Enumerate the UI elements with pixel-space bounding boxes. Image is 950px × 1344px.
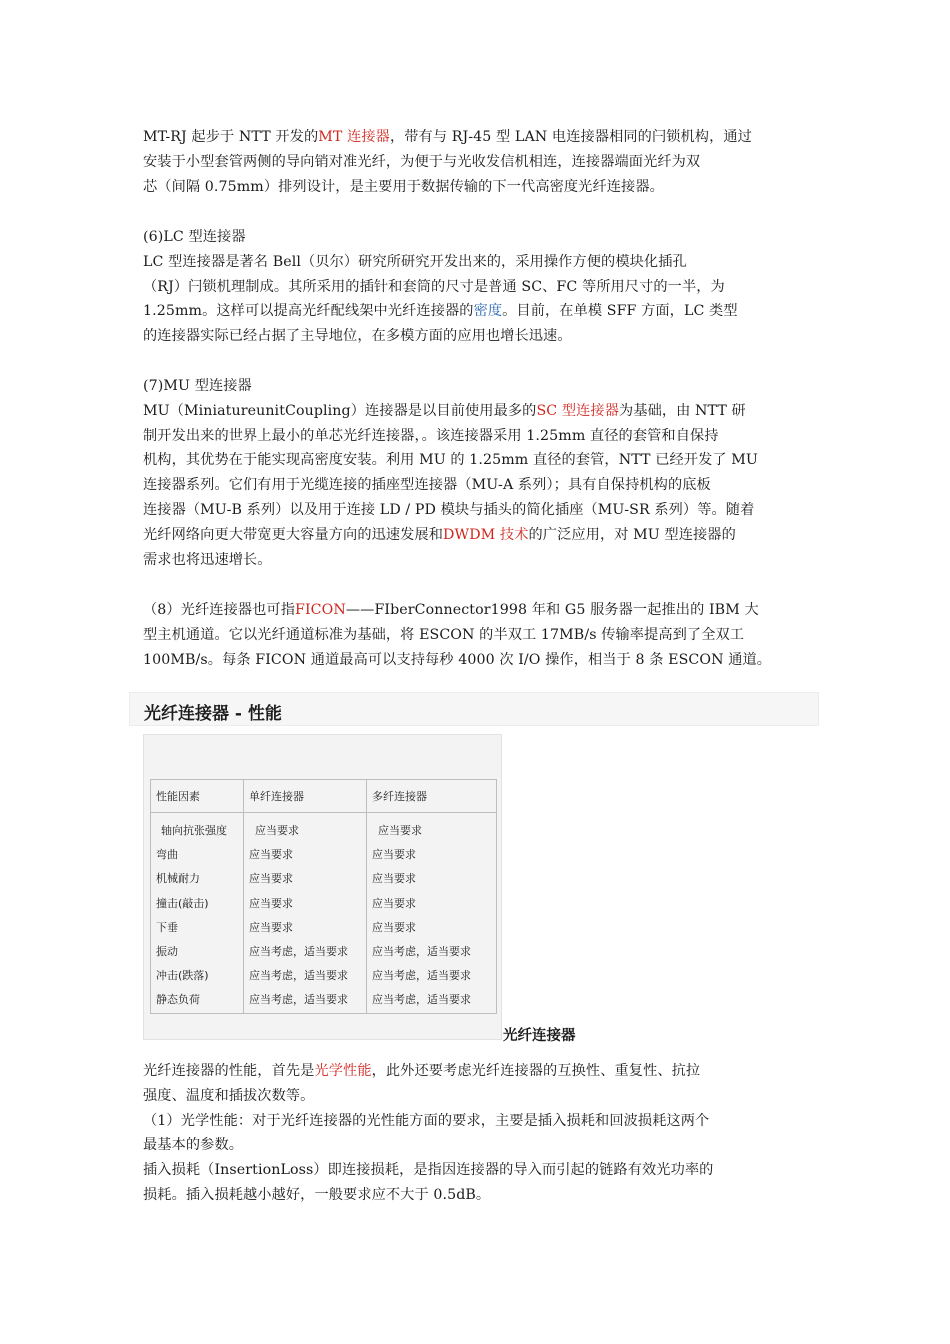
text-line: 强度、温度和插拔次数等。 [143,1087,315,1104]
ficon-paragraph [143,598,809,672]
text-line: （RJ）闩锁机理制成。其所采用的插针和套筒的尺寸是普通 SC、FC 等所用尺寸的一半，为 [143,278,725,295]
table-cell: 应当要求 [378,824,422,837]
text-line [143,299,809,324]
table-cell: 冲击(跌落) [156,969,209,983]
header-multi-fiber: 多纤连接器 [367,780,497,813]
text-line: 最基本的参数。 [143,1137,244,1154]
text-line: 的连接器实际已经占据了主导地位，在多模方面的应用也增长迅速。 [143,328,572,345]
ficon-link[interactable]: FICON [295,602,346,618]
single-fiber-column [244,813,367,1014]
text-run: 的广泛应用，对 MU 型连接器的 [528,526,736,543]
table-cell: 应当要求 [372,920,416,934]
table-cell: 应当要求 [255,824,299,837]
lc-heading: (6)LC 型连接器 [143,229,246,245]
text-run: 1.25mm。这样可以提高光纤配线架中光纤连接器的 [143,303,474,320]
factor-column [151,813,244,1014]
mu-section [143,374,809,572]
text-line: 制开发出来的世界上最小的单芯光纤连接器，。该连接器采用 1.25mm 直径的套管和自保持 [143,427,719,444]
figure-caption: 光纤连接器 [503,1028,576,1044]
table-cell: 应当要求 [372,896,416,910]
text-run: 为基础，由 NTT 研 [619,402,746,419]
table-cell: 应当考虑，适当要求 [372,969,471,983]
optical-performance-link[interactable]: 光学性能 [314,1063,372,1079]
text-line: 芯（间隔 0.75mm）排列设计，是主要用于数据传输的下一代高密度光纤连接器。 [143,178,664,195]
table-cell: 应当考虑，适当要求 [249,993,348,1007]
text-line: （1）光学性能：对于光纤连接器的光性能方面的要求，主要是插入损耗和回波损耗这两个 [143,1112,710,1129]
text-run: ，带有与 RJ-45 型 LAN 电连接器相同的闩锁机构，通过 [389,129,752,145]
section-title: 光纤连接器 - 性能 [144,704,282,724]
performance-paragraph [143,1059,809,1208]
table-cell: 应当要求 [372,872,416,886]
table-cell: 应当考虑，适当要求 [249,969,348,983]
table-cell: 振动 [156,944,178,958]
density-link[interactable]: 密度 [473,303,503,320]
text-line: 连接器系列。它们有用于光缆连接的插座型连接器（MU-A 系列）；具有自保持机构的底板 [143,477,711,494]
header-factor: 性能因素 [151,780,244,813]
text-line [143,125,809,150]
text-run: ——FIberConnector1998 年和 G5 服务器一起推出的 IBM 大 [345,602,759,618]
table-cell: 弯曲 [156,848,178,862]
table-cell: 下垂 [156,920,178,934]
table-cell: 应当要求 [249,896,293,910]
mtrj-paragraph [143,125,809,199]
text-line: 需求也将迅速增长。 [143,551,272,568]
table-cell: 应当考虑，适当要求 [372,944,471,958]
table-cell: 静态负荷 [156,993,200,1007]
text-line: 100MB/s。每条 FICON 通道最高可以支持每秒 4000 次 I/O 操作，相当于 8 条 ESCON 通道。 [143,651,772,668]
table-body-row [151,813,497,1014]
multi-fiber-column [367,813,497,1014]
text-line: 机构，其优势在于能实现高密度安装。利用 MU 的 1.25mm 直径的套管，NTT 已经开发了 MU [143,452,758,469]
performance-table-figure [143,734,502,1040]
text-line: 损耗。插入损耗越小越好，一般要求应不大于 0.5dB。 [143,1186,491,1203]
text-line [143,523,809,548]
text-line: 插入损耗（InsertionLoss）即连接损耗，是指因连接器的导入而引起的链路有效光功率的 [143,1162,714,1179]
table-cell: 应当考虑，适当要求 [372,993,471,1007]
text-line: 连接器（MU-B 系列）以及用于连接 LD / PD 模块与插头的简化插座（MU-SR 系列）等。随着 [143,501,755,518]
table-cell: 应当考虑，适当要求 [249,944,348,958]
table-cell: 应当要求 [249,872,293,886]
text-line: 安装于小型套管两侧的导向销对准光纤，为便于与光收发信机相连，连接器端面光纤为双 [143,153,701,170]
text-line [143,399,809,424]
sc-connector-link[interactable]: SC 型连接器 [536,402,619,419]
text-run: MT-RJ 起步于 NTT 开发的 [143,129,319,145]
mt-connector-link[interactable]: MT 连接器 [318,129,390,145]
text-line: 型主机通道。它以光纤通道标准为基础，将 ESCON 的半双工 17MB/s 传输率提高到了全双工 [143,626,745,643]
section-header [129,692,819,726]
text-run: 。目前，在单模 SFF 方面，LC 类型 [502,303,738,320]
table-cell: 机械耐力 [156,872,200,886]
text-line [143,598,809,623]
table-cell: 应当要求 [372,848,416,862]
table-cell: 撞击(敲击) [156,896,209,910]
header-single-fiber: 单纤连接器 [244,780,367,813]
mu-heading: (7)MU 型连接器 [143,378,252,394]
table-cell: 轴向抗张强度 [161,824,227,837]
text-run: （8）光纤连接器也可指 [143,602,296,618]
text-run: ，此外还要考虑光纤连接器的互换性、重复性、抗拉 [371,1063,701,1079]
text-run: 光纤连接器的性能，首先是 [143,1063,315,1079]
text-line: LC 型连接器是著名 Bell（贝尔）研究所研究开发出来的，采用操作方便的模块化插孔 [143,253,687,270]
text-run: MU（MiniatureunitCoupling）连接器是以目前使用最多的 [143,402,537,419]
performance-table [150,779,497,1014]
text-run: 光纤网络向更大带宽更大容量方向的迅速发展和 [143,526,444,543]
table-cell: 应当要求 [249,848,293,862]
lc-section [143,225,809,349]
dwdm-link[interactable]: DWDM 技术 [443,526,529,543]
table-header-row [151,780,497,813]
text-line [143,1059,809,1084]
table-cell: 应当要求 [249,920,293,934]
